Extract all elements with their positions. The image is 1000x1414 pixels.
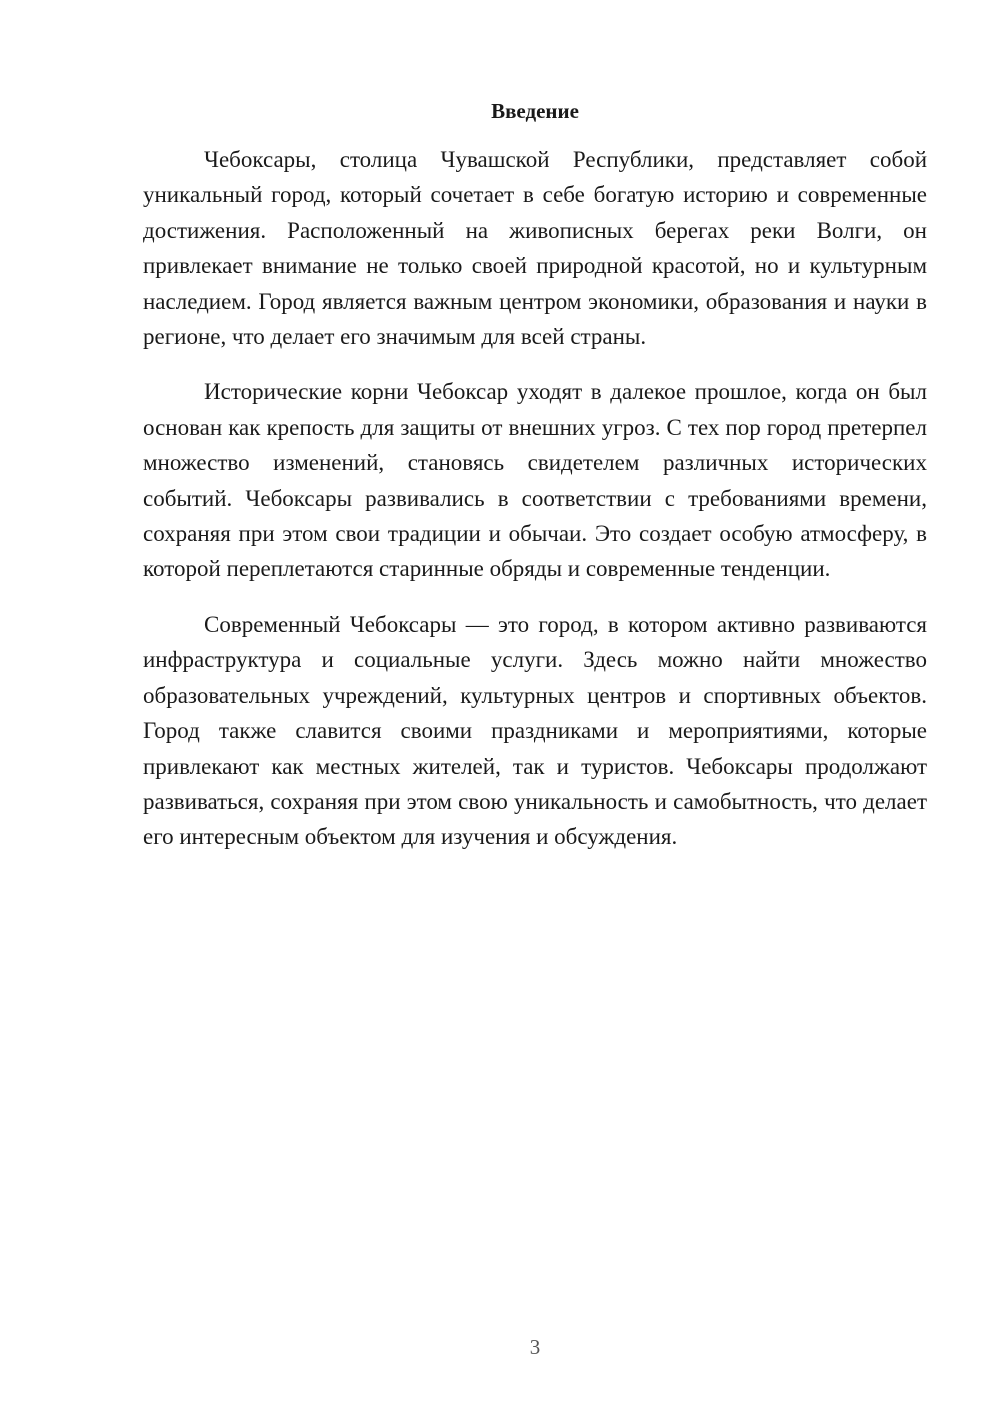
body-text [143,142,927,875]
page-number: 3 [529,1335,541,1359]
paragraph-1: Чебоксары, столица Чувашской Республики, представляет собой уникальный город, который сочетает в себе богатую историю и современные достижения. Расположенный на живописных берегах реки Волги, он привлекает внимание не только своей природной красотой, но и культурным наследием. Город является важным центром экономики, образования и науки в регионе, что делает его значимым для всей страны. [143,147,927,350]
paragraph-2: Исторические корни Чебоксар уходят в далекое прошлое, когда он был основан как крепость для защиты от внешних угроз. С тех пор город претерпел множество изменений, становясь свидетелем различных исторических событий. Чебоксары развивались в соответствии с требованиями времени, сохраняя при этом свои традиции и обычаи. Это создает особую атмосферу, в которой переплетаются старинные обряды и современные тенденции. [143,379,927,582]
paragraph-3: Современный Чебоксары — это город, в котором активно развиваются инфраструктура и социальные услуги. Здесь можно найти множество образовательных учреждений, культурных центров и спортивных объектов. Город также славится своими праздниками и мероприятиями, которые привлекают как местных жителей, так и туристов. Чебоксары продолжают развиваться, сохраняя при этом свою уникальность и самобытность, что делает его интересным объектом для изучения и обсуждения. [143,611,927,850]
section-heading: Введение [491,99,579,123]
